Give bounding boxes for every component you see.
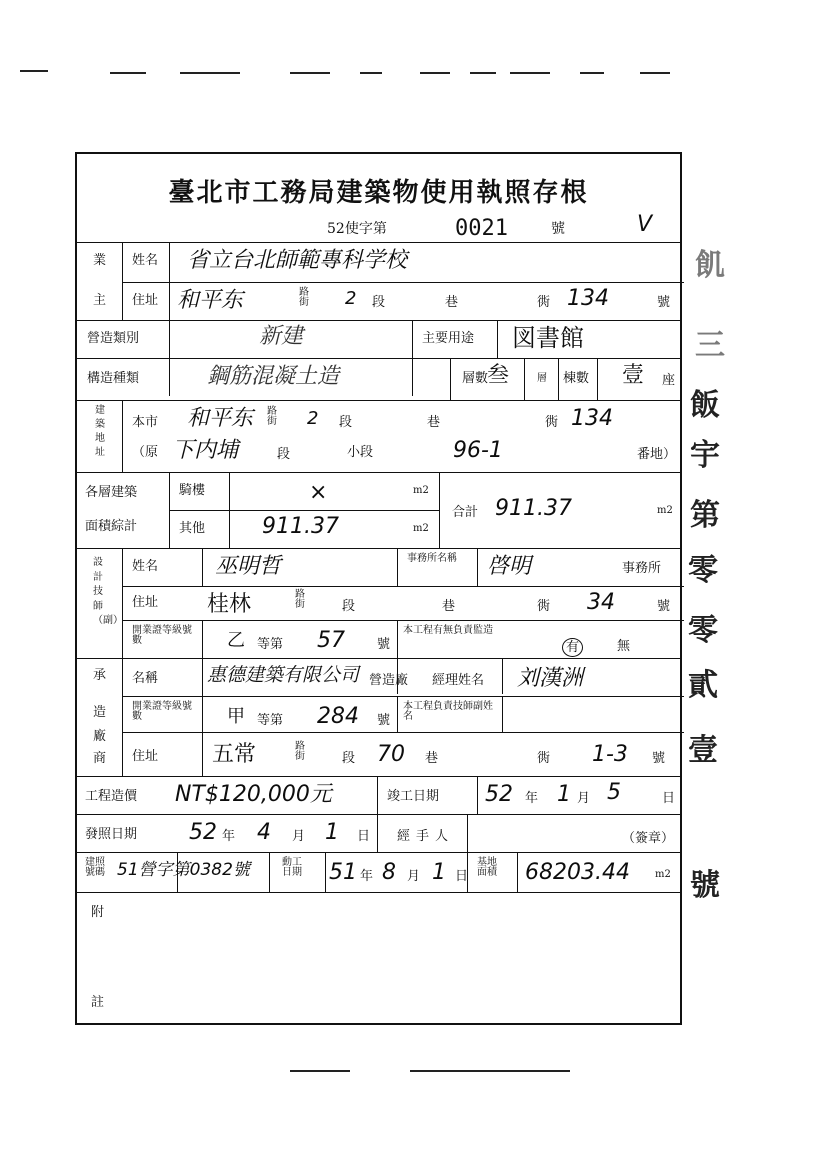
done-year-label: 年	[525, 791, 539, 806]
contractor-tech-label: 本工程負責技師副姓名	[403, 701, 493, 722]
designer-cert-mid: 等第	[257, 637, 284, 652]
owner-sec-label: 段	[372, 295, 386, 310]
contractor-sec-label: 段	[342, 751, 356, 766]
scan-mark	[410, 1070, 570, 1072]
contractor-manager: 刘漢洲	[517, 666, 584, 691]
area-label-bottom: 面積綜計	[85, 519, 138, 534]
scan-mark	[290, 72, 330, 74]
permit-form	[75, 152, 682, 1025]
designer-addr-no: 34	[587, 590, 615, 615]
blocks-label: 棟數	[563, 371, 590, 386]
designer-sec-label: 段	[342, 599, 356, 614]
other-label: 其他	[179, 521, 206, 536]
contractor-lane-label: 巷	[425, 751, 439, 766]
bleed-through-mark: 壹	[688, 733, 718, 768]
bleed-through-mark: 號	[690, 868, 720, 903]
issue-month-label: 月	[292, 829, 306, 844]
designer-cert-label: 開業證等級號數	[132, 625, 192, 646]
cost-value: NT$120,000元	[175, 782, 332, 807]
arcade-value: ×	[309, 480, 328, 505]
site-lot-label: 番地）	[637, 447, 677, 462]
build-use-value: 図書館	[512, 324, 584, 352]
designer-addr-label: 住址	[132, 595, 159, 610]
permit-prefix: 52使字第	[327, 221, 387, 237]
supervise-yes-option: 有	[562, 638, 583, 657]
contractor-section-label: 承	[93, 668, 107, 683]
owner-section-label: 業	[93, 253, 107, 268]
designer-name-label: 姓名	[132, 559, 159, 574]
done-label: 竣工日期	[387, 789, 440, 804]
designer-lane-label: 巷	[442, 599, 456, 614]
issue-year: 52	[189, 820, 217, 845]
contractor-cert-mid: 等第	[257, 713, 284, 728]
bleed-through-mark: 零	[688, 553, 718, 588]
owner-no-label: 號	[657, 295, 671, 310]
contractor-road-label: 路街	[295, 741, 305, 762]
designer-office-label: 事務所名稱	[407, 553, 457, 564]
floors-value: 叁	[487, 363, 510, 388]
scan-mark	[510, 72, 550, 74]
contractor-name-label: 名稱	[132, 671, 159, 686]
owner-addr-road: 和平东	[177, 288, 244, 313]
scan-mark	[180, 72, 240, 74]
build-use-label: 主要用途	[422, 331, 475, 346]
designer-addr-road: 桂林	[207, 592, 252, 617]
designer-cert-grade: 乙	[227, 630, 245, 651]
site-city-label: 本市	[132, 415, 159, 430]
scan-mark	[290, 1070, 350, 1072]
contractor-no-label: 號	[652, 751, 666, 766]
license-value: 51營字第0382號	[117, 860, 250, 880]
owner-name-label: 姓名	[132, 253, 159, 268]
build-type-label: 營造類別	[87, 331, 140, 346]
scan-mark	[420, 72, 450, 74]
contractor-name-suffix: 營造廠	[369, 673, 409, 688]
arcade-unit: m2	[413, 485, 429, 496]
bleed-through-mark: 三	[695, 328, 725, 363]
issue-day: 1	[325, 820, 339, 845]
start-day-label: 日	[455, 869, 469, 884]
contractor-section-label: 造	[93, 705, 107, 720]
bleed-through-mark: 貳	[688, 668, 718, 703]
contractor-street-label: 衖	[537, 751, 551, 766]
supervise-no-option: 無	[617, 639, 631, 654]
permit-suffix: 號	[551, 221, 565, 237]
notes-label-top: 附	[91, 905, 105, 920]
build-type-value: 新建	[259, 324, 304, 349]
contractor-addr-road: 五常	[212, 742, 257, 767]
site-sec-label: 段	[339, 415, 353, 430]
contractor-cert-no: 284	[317, 704, 359, 729]
site-road-label: 路街	[267, 406, 277, 427]
blocks-value: 壹	[622, 363, 645, 388]
contractor-section-label: 商	[93, 751, 107, 766]
designer-name: 巫明哲	[215, 554, 282, 579]
total-value: 911.37	[495, 496, 572, 521]
site-no: 134	[571, 406, 613, 431]
scan-mark	[110, 72, 146, 74]
owner-lane-label: 巷	[445, 295, 459, 310]
site-subsec-label: 小段	[347, 445, 374, 460]
scan-mark	[20, 70, 48, 72]
site-sec: 2	[307, 408, 319, 429]
issue-year-label: 年	[222, 829, 236, 844]
start-year: 51	[329, 860, 357, 885]
contractor-addr-label: 住址	[132, 749, 159, 764]
permit-number: 0021	[455, 216, 508, 241]
designer-section-label: 設計技師（副）	[93, 557, 123, 626]
site-orig-label: （原	[132, 445, 159, 460]
designer-cert-unit: 號	[377, 637, 391, 652]
site-lot: 96-1	[453, 438, 503, 463]
designer-cert-no: 57	[317, 628, 345, 653]
other-value: 911.37	[262, 514, 339, 539]
contractor-cert-unit: 號	[377, 713, 391, 728]
total-unit: m2	[657, 505, 673, 516]
bleed-through-mark: 零	[688, 613, 718, 648]
owner-section-label: 主	[93, 293, 107, 308]
start-year-label: 年	[360, 869, 374, 884]
seal-label: （簽章）	[622, 831, 675, 846]
start-month: 8	[382, 860, 396, 885]
bleed-through-mark: 飯	[690, 388, 720, 423]
issue-label: 發照日期	[85, 827, 138, 842]
done-year: 52	[485, 782, 513, 807]
total-label: 合計	[452, 505, 479, 520]
done-month: 1	[557, 782, 571, 807]
base-value: 68203.44	[525, 860, 630, 885]
start-month-label: 月	[407, 869, 421, 884]
contractor-lane-no: 70	[377, 742, 405, 767]
notes-label-bottom: 註	[91, 995, 105, 1010]
issue-month: 4	[257, 820, 271, 845]
site-street-label: 衖	[545, 415, 559, 430]
designer-road-label: 路街	[295, 589, 305, 610]
site-city-road: 和平东	[187, 406, 254, 431]
site-orig-district: 下内埔	[172, 438, 239, 463]
site-lane-label: 巷	[427, 415, 441, 430]
owner-addr-label: 住址	[132, 293, 159, 308]
license-label: 建照號碼	[85, 857, 105, 878]
floors-label: 層數	[462, 371, 489, 386]
owner-street-label: 衖	[537, 295, 551, 310]
floors-unit: 層	[537, 373, 547, 384]
designer-supervise-label: 本工程有無負責監造	[403, 625, 493, 636]
form-title: 臺北市工務局建築物使用執照存根	[168, 178, 589, 208]
issue-day-label: 日	[357, 829, 371, 844]
site-section-label: 建築地址	[95, 405, 105, 458]
designer-office: 啓明	[487, 554, 532, 579]
contractor-section-label: 廠	[93, 729, 107, 744]
area-label-top: 各層建築	[85, 485, 138, 500]
struct-value: 鋼筋混凝土造	[207, 364, 340, 389]
bleed-through-mark: 第	[690, 498, 720, 533]
struct-label: 構造種類	[87, 371, 140, 386]
owner-addr-sec: 2	[345, 288, 357, 309]
done-day-label: 日	[662, 791, 676, 806]
done-month-label: 月	[577, 791, 591, 806]
scan-mark	[640, 72, 670, 74]
owner-addr-no: 134	[567, 286, 609, 311]
designer-no-label: 號	[657, 599, 671, 614]
blocks-unit: 座	[662, 373, 676, 388]
base-label: 基地面積	[477, 857, 497, 878]
owner-name: 省立台北師範專科学校	[187, 248, 408, 273]
handler-label: 經手人	[397, 829, 455, 844]
cost-label: 工程造價	[85, 789, 138, 804]
start-day: 1	[432, 860, 446, 885]
designer-office-suffix: 事務所	[622, 561, 662, 576]
contractor-name: 惠德建築有限公司	[207, 664, 360, 686]
base-unit: m2	[655, 869, 671, 880]
scan-mark	[360, 72, 382, 74]
designer-street-label: 衖	[537, 599, 551, 614]
contractor-cert-label: 開業證等級號數	[132, 701, 192, 722]
contractor-addr-no: 1-3	[592, 742, 628, 767]
start-label: 動工日期	[282, 857, 302, 878]
done-day: 5	[607, 780, 621, 805]
bleed-through-mark: 宇	[690, 438, 720, 473]
arcade-label: 騎樓	[179, 483, 206, 498]
permit-check: V	[637, 212, 653, 237]
contractor-cert-grade: 甲	[227, 706, 245, 727]
site-sec2-label: 段	[277, 447, 291, 462]
owner-road-label: 路街	[299, 287, 309, 308]
contractor-manager-label: 經理姓名	[432, 673, 485, 688]
other-unit: m2	[413, 523, 429, 534]
scan-mark	[470, 72, 496, 74]
bleed-through-mark: 飢	[695, 248, 725, 283]
scan-mark	[580, 72, 604, 74]
